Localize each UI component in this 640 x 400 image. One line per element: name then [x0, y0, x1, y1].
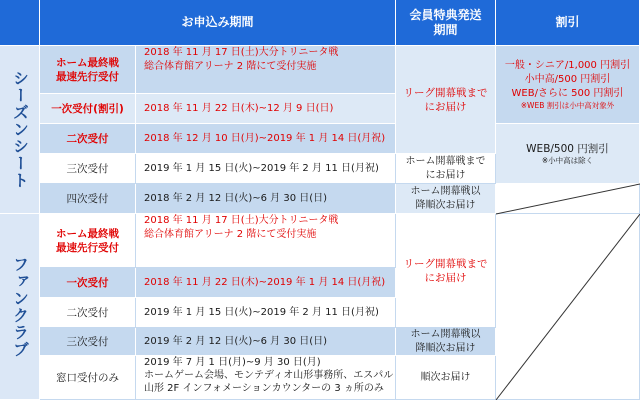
fanclub-row4-label: 三次受付	[40, 328, 136, 356]
season-row3-label: 二次受付	[40, 124, 136, 154]
section-season-seat: シーズンシート	[0, 46, 40, 214]
season-row1-period: 2018 年 11 月 17 日(土)大分トリニータ戦 総合体育館アリーナ 2 階にて受付実施	[136, 46, 396, 94]
season-delivery-league: リーグ開幕戦まで にお届け	[396, 46, 496, 154]
fanclub-row3-label: 二次受付	[40, 298, 136, 328]
header-corner	[0, 0, 40, 46]
season-row5-label: 四次受付	[40, 184, 136, 214]
season-row5-period: 2018 年 2 月 12 日(火)~6 月 30 日(日)	[136, 184, 396, 214]
season-row3-period: 2018 年 12 月 10 日(月)~2019 年 1 月 14 日(月祝)	[136, 124, 396, 154]
season-delivery-after-home: ホーム開幕戦以 降順次お届け	[396, 184, 496, 214]
season-discount-web: WEB/500 円割引 ※小中高は除く	[496, 124, 640, 184]
fanclub-discount-none	[496, 214, 640, 400]
fanclub-delivery-league: リーグ開幕戦まで にお届け	[396, 214, 496, 328]
fanclub-row1-period: 2018 年 11 月 17 日(土)大分トリニータ戦 総合体育館アリーナ 2 階にて受付実施	[136, 214, 396, 268]
fanclub-row4-period: 2019 年 2 月 12 日(火)~6 月 30 日(日)	[136, 328, 396, 356]
season-delivery-home: ホーム開幕戦まで にお届け	[396, 154, 496, 184]
fanclub-row1-label: ホーム最終戦 最速先行受付	[40, 214, 136, 268]
fanclub-row3-period: 2019 年 1 月 15 日(火)~2019 年 2 月 11 日(月祝)	[136, 298, 396, 328]
season-row4-period: 2019 年 1 月 15 日(火)~2019 年 2 月 11 日(月祝)	[136, 154, 396, 184]
fanclub-row5-label: 窓口受付のみ	[40, 356, 136, 400]
season-row4-label: 三次受付	[40, 154, 136, 184]
season-row2-label: 一次受付(割引)	[40, 94, 136, 124]
fanclub-row2-label: 一次受付	[40, 268, 136, 298]
season-row1-label: ホーム最終戦 最速先行受付	[40, 46, 136, 94]
fanclub-row2-period: 2018 年 11 月 22 日(木)~2019 年 1 月 14 日(月祝)	[136, 268, 396, 298]
header-period: お申込み期間	[40, 0, 396, 46]
header-discount: 割引	[496, 0, 640, 46]
season-row2-period: 2018 年 11 月 22 日(木)~12 月 9 日(日)	[136, 94, 396, 124]
section-fan-club: ファンクラブ	[0, 214, 40, 400]
fanclub-row5-period: 2019 年 7 月 1 日(月)~9 月 30 日(月) ホームゲーム会場、モンテディオ山形事務所、エスパル 山形 2F インフォメーションカウンターの 3 ヵ所のみ	[136, 356, 396, 400]
fanclub-delivery-after-home: ホーム開幕戦以 降順次お届け	[396, 328, 496, 356]
fanclub-delivery-sequential: 順次お届け	[396, 356, 496, 400]
season-discount-none	[496, 184, 640, 214]
header-delivery: 会員特典発送 期間	[396, 0, 496, 46]
season-discount-first: 一般・シニア/1,000 円割引 小中高/500 円割引 WEB/さらに 500 円割引 ※WEB 割引は小中高対象外	[496, 46, 640, 124]
